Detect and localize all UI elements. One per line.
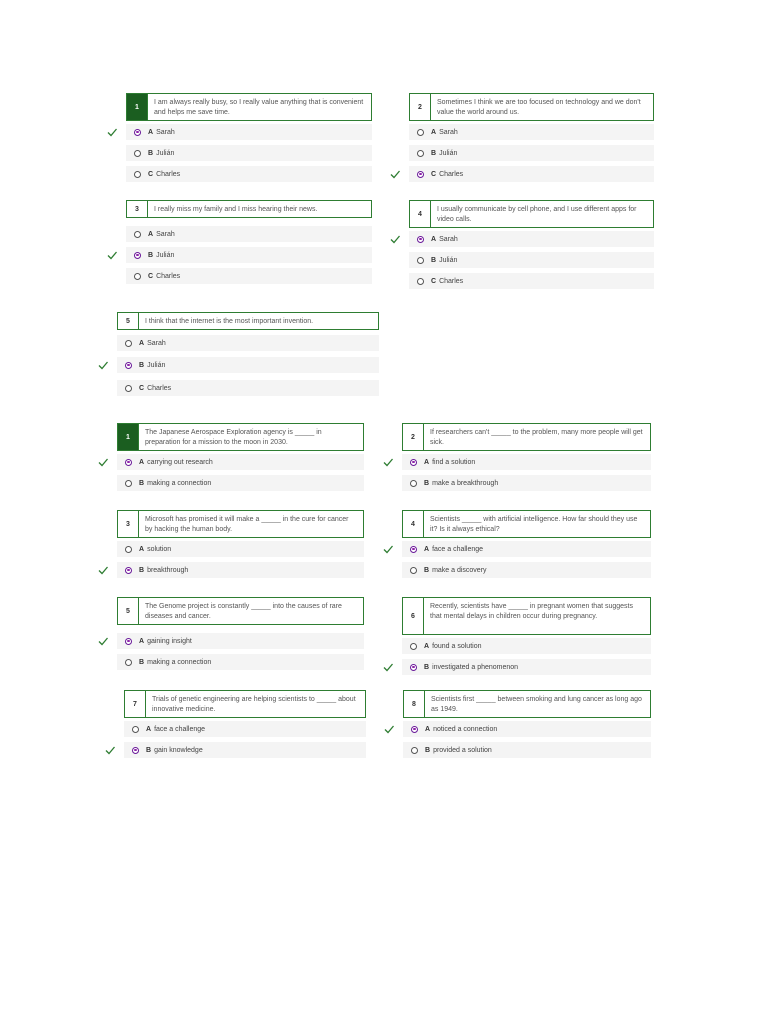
- question-number: 1: [127, 94, 148, 120]
- answer-option[interactable]: [124, 721, 366, 737]
- answer-option[interactable]: [117, 475, 364, 491]
- question-card: [402, 597, 651, 635]
- option-label: making a connection: [147, 658, 212, 666]
- answer-option[interactable]: [402, 475, 651, 491]
- correct-check-icon: [97, 456, 109, 468]
- option-letter: C: [148, 272, 154, 280]
- question-card: [124, 690, 366, 718]
- question-number: 3: [127, 201, 148, 217]
- radio-selected-icon[interactable]: [410, 664, 417, 671]
- question-text: The Japanese Aerospace Exploration agency is _____ in preparation for a mission to the moon in 2030.: [145, 429, 322, 446]
- answer-option[interactable]: [117, 454, 364, 470]
- radio-selected-icon[interactable]: [125, 362, 132, 369]
- question-prompt: [409, 200, 654, 228]
- question-text: Scientists _____ with artificial intelligence. How far should they use it? Is it always ethical?: [430, 516, 638, 533]
- option-label: Charles: [147, 384, 172, 392]
- option-label: solution: [147, 545, 172, 553]
- answer-option[interactable]: [402, 562, 651, 578]
- option-letter: A: [139, 458, 145, 466]
- question-text: Recently, scientists have _____ in pregnant women that suggests that mental delays in children occur during pregnancy.: [430, 603, 633, 620]
- question-prompt: [117, 510, 364, 538]
- question-text: Sometimes I think we are too focused on technology and we don't value the world around us.: [437, 99, 641, 116]
- question-card: [409, 93, 654, 121]
- option-letter: B: [146, 746, 152, 754]
- option-label: making a connection: [147, 479, 212, 487]
- option-letter: B: [148, 251, 154, 259]
- question-text: I usually communicate by cell phone, and I use different apps for video calls.: [437, 206, 637, 223]
- option-label: gain knowledge: [154, 746, 203, 754]
- answer-option[interactable]: [402, 454, 651, 470]
- question-prompt: [126, 200, 372, 218]
- answer-option[interactable]: [117, 562, 364, 578]
- option-letter: B: [424, 479, 430, 487]
- answer-option[interactable]: [409, 166, 654, 182]
- question-number: 6: [403, 598, 424, 634]
- question-prompt: [117, 312, 379, 330]
- radio-empty-icon[interactable]: [417, 129, 424, 136]
- option-label: investigated a phenomenon: [432, 663, 519, 671]
- correct-check-icon: [97, 359, 109, 371]
- option-label: Julián: [156, 251, 175, 259]
- answer-option[interactable]: [402, 638, 651, 654]
- radio-empty-icon[interactable]: [410, 480, 417, 487]
- correct-check-icon: [97, 635, 109, 647]
- correct-check-icon: [382, 543, 394, 555]
- correct-check-icon: [382, 661, 394, 673]
- radio-empty-icon[interactable]: [134, 273, 141, 280]
- option-label: Julián: [156, 149, 175, 157]
- question-card: [402, 423, 651, 451]
- question-number: 4: [410, 201, 431, 227]
- option-label: Julián: [147, 361, 166, 369]
- option-letter: A: [431, 235, 437, 243]
- option-label: Sarah: [439, 235, 458, 243]
- radio-empty-icon[interactable]: [125, 340, 132, 347]
- option-letter: C: [148, 170, 154, 178]
- option-letter: A: [424, 458, 430, 466]
- answer-option[interactable]: [409, 252, 654, 268]
- answer-option[interactable]: [409, 145, 654, 161]
- option-letter: B: [431, 149, 437, 157]
- question-number: 7: [125, 691, 146, 717]
- question-prompt: [409, 93, 654, 121]
- option-label: noticed a connection: [433, 725, 498, 733]
- answer-option[interactable]: [117, 380, 379, 396]
- answer-option[interactable]: [117, 541, 364, 557]
- question-card: [402, 510, 651, 538]
- question-card: [117, 597, 364, 625]
- option-letter: C: [431, 277, 437, 285]
- radio-empty-icon[interactable]: [125, 385, 132, 392]
- answer-option[interactable]: [126, 226, 372, 242]
- question-prompt: [117, 423, 364, 451]
- answer-option[interactable]: [402, 541, 651, 557]
- option-label: Charles: [439, 170, 464, 178]
- answer-option[interactable]: [403, 742, 651, 758]
- option-letter: B: [139, 479, 145, 487]
- option-label: face a challenge: [154, 725, 206, 733]
- option-label: find a solution: [432, 458, 476, 466]
- option-label: Julián: [439, 256, 458, 264]
- question-card: [409, 200, 654, 228]
- option-letter: A: [146, 725, 152, 733]
- question-card: [117, 510, 364, 538]
- option-label: found a solution: [432, 642, 482, 650]
- radio-selected-icon[interactable]: [134, 129, 141, 136]
- question-prompt: [124, 690, 366, 718]
- option-letter: B: [431, 256, 437, 264]
- answer-option[interactable]: [126, 166, 372, 182]
- option-label: Sarah: [439, 128, 458, 136]
- question-prompt: [402, 510, 651, 538]
- question-card: [117, 423, 364, 451]
- answer-option[interactable]: [117, 335, 379, 351]
- correct-check-icon: [383, 723, 395, 735]
- radio-selected-icon[interactable]: [125, 638, 132, 645]
- radio-selected-icon[interactable]: [132, 747, 139, 754]
- question-text: Scientists first _____ between smoking and lung cancer as long ago as 1949.: [431, 696, 642, 713]
- option-letter: B: [139, 566, 145, 574]
- option-letter: C: [431, 170, 437, 178]
- answer-option[interactable]: [117, 654, 364, 670]
- radio-empty-icon[interactable]: [410, 567, 417, 574]
- option-letter: A: [425, 725, 431, 733]
- option-letter: A: [424, 642, 430, 650]
- option-letter: B: [148, 149, 154, 157]
- question-text: The Genome project is constantly _____ into the causes of rare diseases and cancer.: [145, 603, 342, 620]
- correct-check-icon: [382, 456, 394, 468]
- radio-selected-icon[interactable]: [134, 252, 141, 259]
- radio-empty-icon[interactable]: [411, 747, 418, 754]
- radio-selected-icon[interactable]: [417, 236, 424, 243]
- option-letter: A: [424, 545, 430, 553]
- answer-option[interactable]: [126, 145, 372, 161]
- question-text: Trials of genetic engineering are helping scientists to _____ about innovative medicine.: [152, 696, 356, 713]
- option-letter: C: [139, 384, 145, 392]
- radio-empty-icon[interactable]: [125, 546, 132, 553]
- option-label: carrying out research: [147, 458, 213, 466]
- question-card: [126, 93, 372, 121]
- question-prompt: [402, 597, 651, 635]
- option-label: Charles: [439, 277, 464, 285]
- correct-check-icon: [104, 744, 116, 756]
- radio-selected-icon[interactable]: [410, 546, 417, 553]
- question-number: 2: [403, 424, 424, 450]
- question-prompt: [403, 690, 651, 718]
- question-prompt: [126, 93, 372, 121]
- answer-option[interactable]: [409, 273, 654, 289]
- question-text: I think that the internet is the most important invention.: [145, 318, 314, 325]
- option-letter: A: [148, 128, 154, 136]
- radio-empty-icon[interactable]: [132, 726, 139, 733]
- question-number: 5: [118, 598, 139, 624]
- option-letter: B: [139, 361, 145, 369]
- radio-selected-icon[interactable]: [125, 567, 132, 574]
- option-letter: B: [425, 746, 431, 754]
- question-text: If researchers can't _____ to the problem, many more people will get sick.: [430, 429, 643, 446]
- option-label: Charles: [156, 272, 181, 280]
- radio-selected-icon[interactable]: [411, 726, 418, 733]
- correct-check-icon: [106, 126, 118, 138]
- option-label: breakthrough: [147, 566, 189, 574]
- correct-check-icon: [389, 233, 401, 245]
- correct-check-icon: [97, 564, 109, 576]
- option-label: make a breakthrough: [432, 479, 499, 487]
- question-number: 1: [118, 424, 139, 450]
- correct-check-icon: [106, 249, 118, 261]
- question-number: 8: [404, 691, 425, 717]
- option-letter: A: [139, 545, 145, 553]
- option-letter: B: [424, 566, 430, 574]
- option-letter: A: [431, 128, 437, 136]
- question-text: I really miss my family and I miss hearing their news.: [154, 206, 318, 213]
- radio-empty-icon[interactable]: [417, 278, 424, 285]
- answer-option[interactable]: [126, 124, 372, 140]
- radio-empty-icon[interactable]: [125, 480, 132, 487]
- radio-selected-icon[interactable]: [410, 459, 417, 466]
- answer-option[interactable]: [124, 742, 366, 758]
- answer-option[interactable]: [403, 721, 651, 737]
- question-prompt: [402, 423, 651, 451]
- question-number: 2: [410, 94, 431, 120]
- question-number: 5: [118, 313, 139, 329]
- answer-option[interactable]: [409, 231, 654, 247]
- question-number: 3: [118, 511, 139, 537]
- question-card: [117, 312, 379, 330]
- option-label: provided a solution: [433, 746, 492, 754]
- radio-empty-icon[interactable]: [410, 643, 417, 650]
- question-text: Microsoft has promised it will make a _____ in the cure for cancer by hacking the human body.: [145, 516, 349, 533]
- radio-selected-icon[interactable]: [125, 459, 132, 466]
- answer-option[interactable]: [117, 633, 364, 649]
- option-label: Sarah: [147, 339, 166, 347]
- question-card: [403, 690, 651, 718]
- answer-option[interactable]: [409, 124, 654, 140]
- option-letter: A: [148, 230, 154, 238]
- question-card: [126, 200, 372, 218]
- option-letter: A: [139, 637, 145, 645]
- radio-empty-icon[interactable]: [134, 171, 141, 178]
- answer-option[interactable]: [117, 357, 379, 373]
- option-label: Julián: [439, 149, 458, 157]
- answer-option[interactable]: [126, 268, 372, 284]
- radio-empty-icon[interactable]: [417, 257, 424, 264]
- question-number: 4: [403, 511, 424, 537]
- answer-option[interactable]: [402, 659, 651, 675]
- option-label: gaining insight: [147, 637, 192, 645]
- question-text: I am always really busy, so I really value anything that is convenient and helps me save time.: [154, 99, 364, 116]
- radio-empty-icon[interactable]: [125, 659, 132, 666]
- option-label: Sarah: [156, 128, 175, 136]
- option-label: Sarah: [156, 230, 175, 238]
- option-letter: B: [424, 663, 430, 671]
- radio-empty-icon[interactable]: [134, 150, 141, 157]
- option-label: make a discovery: [432, 566, 487, 574]
- radio-empty-icon[interactable]: [134, 231, 141, 238]
- option-letter: A: [139, 339, 145, 347]
- correct-check-icon: [389, 168, 401, 180]
- answer-option[interactable]: [126, 247, 372, 263]
- radio-empty-icon[interactable]: [417, 150, 424, 157]
- option-letter: B: [139, 658, 145, 666]
- option-label: face a challenge: [432, 545, 484, 553]
- question-prompt: [117, 597, 364, 625]
- option-label: Charles: [156, 170, 181, 178]
- radio-selected-icon[interactable]: [417, 171, 424, 178]
